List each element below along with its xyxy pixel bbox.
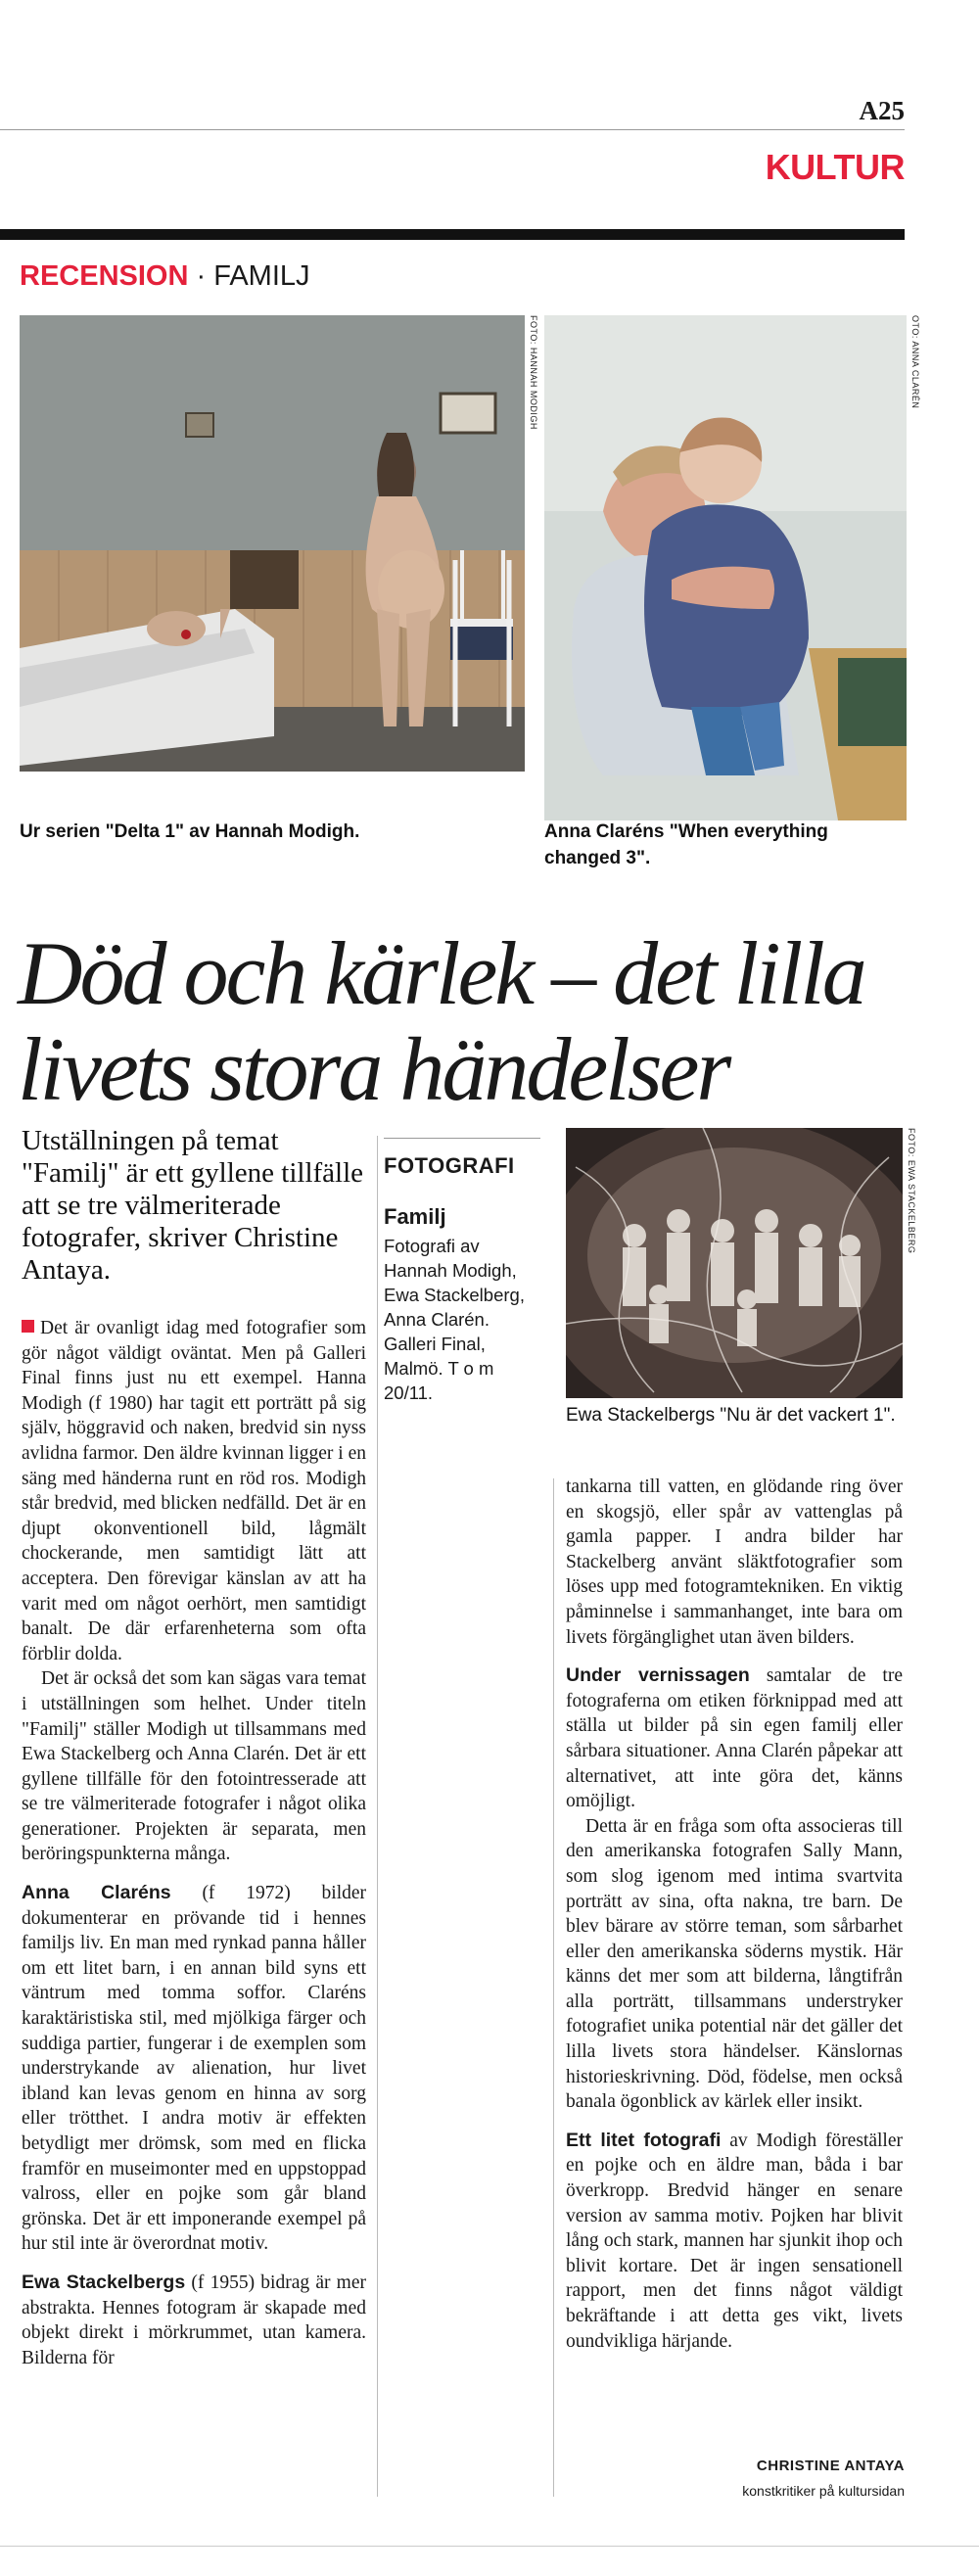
paragraph-1: Det är ovanligt idag med fotografier som gör något väldigt oväntat. Men på Galleri Final finns just nu ett exempel. Hanna Modigh (f 1980) har tagit ett porträtt på sig själv, höggravid och naken, bredvid sin nyss avlidna farmor. Den äldre kvinnan ligger i en säng med händerna runt en röd ros. Modigh står bredvid, med blicken nedfälld. Det är en djupt okonventionell bild, lågmält chockerande, men samtidigt lätt att acceptera. Den förevigar känslan av att ha varit med om något oerhört, men samtidigt banalt. De där erfarenheterna som ofta förblir dolda. (22, 1318, 366, 1664)
paragraph-anna-claren: Anna Claréns (f 1972) bilder dokumenterar en prövande tid i hennes familjs liv. En man med rynkad panna håller om ett litet barn, i en annan bild syns ett väntrum med tomma soffor. Claréns karaktäristiska stil, med mjölkiga färger och suddiga partier, fungerar i de exemplen som understrykande av alienation, hur livet ibland kan levas genom en hinna av sorg eller trötthet. I andra motiv är effekten betydligt mer drömsk, som med en flicka framför en museimonter med en uppstoppad valross, eller en pojke som går bland grönska. Det är ett imponerande exempel på hur stil inte är överordnat motiv. (22, 1882, 367, 2255)
factbox-heading: FOTOGRAFI (384, 1153, 515, 1178)
photo-when-everything-changed-image (544, 315, 907, 820)
section-title: KULTUR (765, 147, 905, 187)
paragraph-ewa-stackelberg: Ewa Stackelbergs (f 1955) bidrag är mer abstrakta. Hennes fotogram är skapade med objekt direkt i mörkrummet, utan kamera. Bilderna för (22, 2271, 366, 2368)
photo-when-everything-changed (544, 315, 907, 820)
photo-delta-1-caption: Ur serien "Delta 1" av Hannah Modigh. (20, 821, 360, 842)
paragraph-2: Det är också det som kan sägas vara temat i utställningen som helhet. Under titeln "Familj" ställer Modigh ut tillsammans med Ewa Stackelberg och Anna Clarén. Det är ett gyllene tillfälle för den fotointresserade att se tre välmeriterade fotografer i något olika generationer. Projekten är separata, men beröringspunkterna många. (22, 1668, 366, 1865)
kicker-topic: · FAMILJ (196, 260, 310, 292)
byline-author: CHRISTINE ANTAYA (756, 2458, 905, 2474)
column-divider-right (553, 1478, 554, 2497)
photo-nu-ar-det-vackert-caption: Ewa Stackelbergs "Nu är det vackert 1". (566, 1405, 896, 1426)
article-column-3 (566, 1475, 903, 2354)
subhead-anna-claren: Anna Claréns (22, 1882, 171, 1904)
photo-nu-ar-det-vackert-credit: FOTO: EWA STACKELBERG (907, 1128, 916, 1254)
column-divider-left (377, 1136, 378, 2497)
photo-nu-ar-det-vackert (566, 1128, 903, 1398)
paragraph-continued: tankarna till vatten, en glödande ring över en skogsjö, eller spår av vattenglas på gamla papper. I andra bilder har Stackelberg använt släktfotografier som löses upp med fotogramtekniken. En viktig påminnelse i sammanhanget, inte bara om livets förgänglighet utan även bilders. (566, 1476, 903, 1648)
factbox-rule (384, 1138, 540, 1139)
review-kicker (20, 260, 310, 293)
subhead-small-photo: Ett litet fotografi (566, 2129, 722, 2151)
subhead-vernissage: Under vernissagen (566, 1664, 750, 1687)
factbox-title: Familj (384, 1204, 446, 1229)
paragraph-small-photo: Ett litet fotografi av Modigh föreställer en pojke och en äldre man, båda i bar överkropp. Bredvid hänger en senare version av samma motiv. Pojken har blivit lång och stark, mannen har sjunkit ihop och blivit kortare. Det är ingen sensationell rapport, men det finns något väldigt bekräftande i att detta ges vikt, livets oundvikliga härjande. (566, 2129, 903, 2352)
photo-when-everything-changed-caption: Anna Claréns "When everything changed 3". (544, 821, 828, 868)
section-rule (0, 229, 905, 240)
headline: Död och kärlek – det lilla livets stora händelser (18, 923, 864, 1119)
paragraph-sally-mann: Detta är en fråga som ofta associeras till den amerikanska fotografen Sally Mann, som slog igenom med intima svartvita porträtt av sina, ofta nakna, tre barn. De blev bärare av större teman, som sårbarhet eller den amerikanska söderns mystik. Här känns det mer som att bilderna, långtifrån alla porträtt, tillsammans understryker fotografiet unika potential när det gäller det lilla livets stora händelser. Känslornas historieskrivning. Död, födelse, men också banala ögonblick av kärlek eller insikt. (566, 1815, 903, 2113)
photo-delta-1-image (20, 315, 525, 772)
article-column-1 (22, 1316, 366, 2370)
subhead-ewa-stackelberg: Ewa Stackelbergs (22, 2271, 186, 2293)
photo-delta-1 (20, 315, 525, 772)
paragraph-vernissage: Under vernissagen samtalar de tre fotograferna om etiken förknippad med att ställa ut bilder på sin egen familj eller sårbara situationer. Anna Clarén påpekar att alternativet, att inte göra det, känns omöjligt. (566, 1664, 903, 1812)
kicker-type: RECENSION (20, 260, 189, 292)
factbox-text: Fotografi av Hannah Modigh, Ewa Stackelberg, Anna Clarén. Galleri Final, Malmö. T o m 20/11. (384, 1236, 525, 1403)
page-bottom-rule (0, 2546, 979, 2547)
photo-when-everything-changed-credit: OTO: ANNA CLARÉN (910, 315, 920, 409)
byline-role: konstkritiker på kultursidan (742, 2483, 905, 2499)
header-divider (0, 129, 905, 130)
lead-square-icon (22, 1320, 34, 1333)
page-number: A25 (859, 96, 905, 125)
ingress: Utställningen på temat "Familj" är ett gyllene tillfälle att se tre välmeriterade fotografer, skriver Christine Antaya. (22, 1125, 364, 1286)
photo-nu-ar-det-vackert-image (566, 1128, 903, 1398)
photo-delta-1-credit: FOTO: HANNAH MODIGH (529, 315, 538, 430)
